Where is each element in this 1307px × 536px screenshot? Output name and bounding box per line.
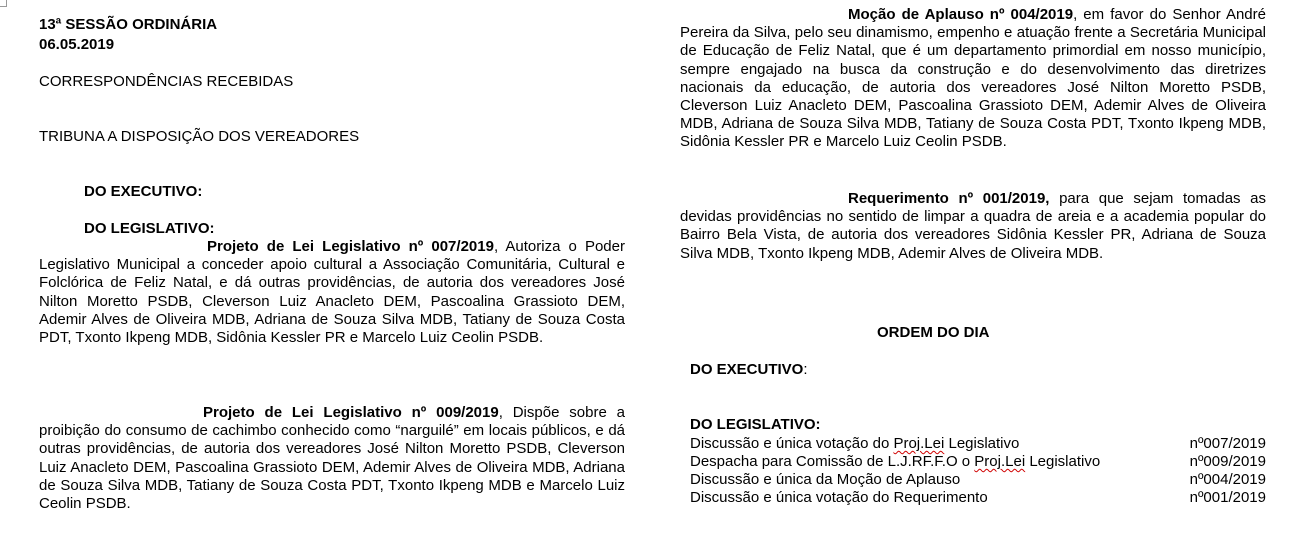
agenda-item (690, 435, 1266, 453)
session-title: 13ª SESSÃO ORDINÁRIA (39, 16, 218, 33)
agenda-item-number: nº001/2019 (1189, 489, 1266, 506)
agenda-executive-heading: DO EXECUTIVO: (690, 361, 808, 378)
bill-007-paragraph (39, 238, 625, 347)
bill-009-text: , Dispõe sobre a proibição do consumo de cachimbo conhecido como “narguilé” em locais públicos, e dá outras providências, de autoria dos vereadores José Nilton Moretto PSDB, Cleverson Luiz Anacleto DEM, Pascoalina Grassioto DEM, Ademir Alves de Oliveira MDB, Adriana de Souza Silva MDB, Tatiany de Souza Costa PDT, Txonto Ikpeng MDB e Marcelo Luiz Ceolin PSDB. (39, 404, 625, 513)
bill-007-text: , Autoriza o Poder Legislativo Municipal a conceder apoio cultural a Associação Comunitária, Cultural e Folclórica de Feliz Natal, e dá outras providências, de autoria dos vereadores José Nilton Moretto PSDB, Cleverson Luiz Anacleto DEM, Pascoalina Grassioto DEM, Ademir Alves de Oliveira MDB, Adriana de Souza Silva MDB, Tatiany de Souza Costa PDT, Txonto Ikpeng MDB, Sidônia Kessler PR e Marcelo Luiz Ceolin PSDB. (39, 238, 625, 347)
agenda-item-text: Discussão e única votação do Proj.Lei Legislativo (690, 435, 1020, 452)
spellcheck-flag: Proj.Lei (893, 435, 945, 452)
session-date: 06.05.2019 (39, 36, 115, 53)
agenda-item-text: Discussão e única da Moção de Aplauso (690, 471, 961, 488)
motion-paragraph (680, 6, 1266, 152)
agenda-item-number: nº007/2019 (1189, 435, 1266, 452)
agenda-item (690, 489, 1266, 507)
agenda-item (690, 453, 1266, 471)
agenda-item-text: Despacha para Comissão de L.J.RF.F.O o Proj.Lei Legislativo (690, 453, 1101, 470)
bill-007-title: Projeto de Lei Legislativo nº 007/2019 (207, 238, 494, 255)
motion-title: Moção de Aplauso nº 004/2019 (848, 6, 1074, 23)
bill-009-paragraph (39, 404, 625, 513)
page-corner-mark (0, 0, 7, 7)
legislative-heading: DO LEGISLATIVO: (84, 220, 215, 237)
motion-text: , em favor do Senhor André Pereira da Silva, pelo seu dinamismo, empenho e atuação frente a Secretária Municipal de Educação de Feliz Natal, que é um departamento primordial em nosso município, sempre engajado na busca da construção e do desenvolvimento das diretrizes nacionais da educação, de autoria dos vereadores José Nilton Moretto PSDB, Cleverson Luiz Anacleto DEM, Pascoalina Grassioto DEM, Ademir Alves de Oliveira MDB, Adriana de Souza Silva MDB, Tatiany de Souza Costa PDT, Txonto Ikpeng MDB, Sidônia Kessler PR e Marcelo Luiz Ceolin PSDB. (680, 6, 1266, 151)
agenda-heading: ORDEM DO DIA (877, 324, 990, 341)
executive-heading: DO EXECUTIVO: (84, 183, 203, 200)
correspondence-heading: CORRESPONDÊNCIAS RECEBIDAS (39, 73, 294, 90)
request-title: Requerimento nº 001/2019, (848, 190, 1050, 207)
agenda-item (690, 471, 1266, 489)
tribune-heading: TRIBUNA A DISPOSIÇÃO DOS VEREADORES (39, 128, 360, 145)
request-paragraph (680, 190, 1266, 263)
agenda-list (690, 435, 1266, 507)
spellcheck-flag: Proj.Lei (974, 453, 1026, 470)
agenda-item-text: Discussão e única votação do Requerimento (690, 489, 988, 506)
agenda-item-number: nº004/2019 (1189, 471, 1266, 488)
bill-009-title: Projeto de Lei Legislativo nº 009/2019 (203, 404, 499, 421)
agenda-legislative-heading: DO LEGISLATIVO: (690, 416, 821, 433)
agenda-item-number: nº009/2019 (1189, 453, 1266, 470)
request-text: para que sejam tomadas as devidas providências no sentido de limpar a quadra de areia e a academia popular do Bairro Bela Vista, de autoria dos vereadores Sidônia Kessler PR, Adriana de Souza Silva MDB, Txonto Ikpeng MDB, Ademir Alves de Oliveira MDB. (680, 190, 1266, 262)
